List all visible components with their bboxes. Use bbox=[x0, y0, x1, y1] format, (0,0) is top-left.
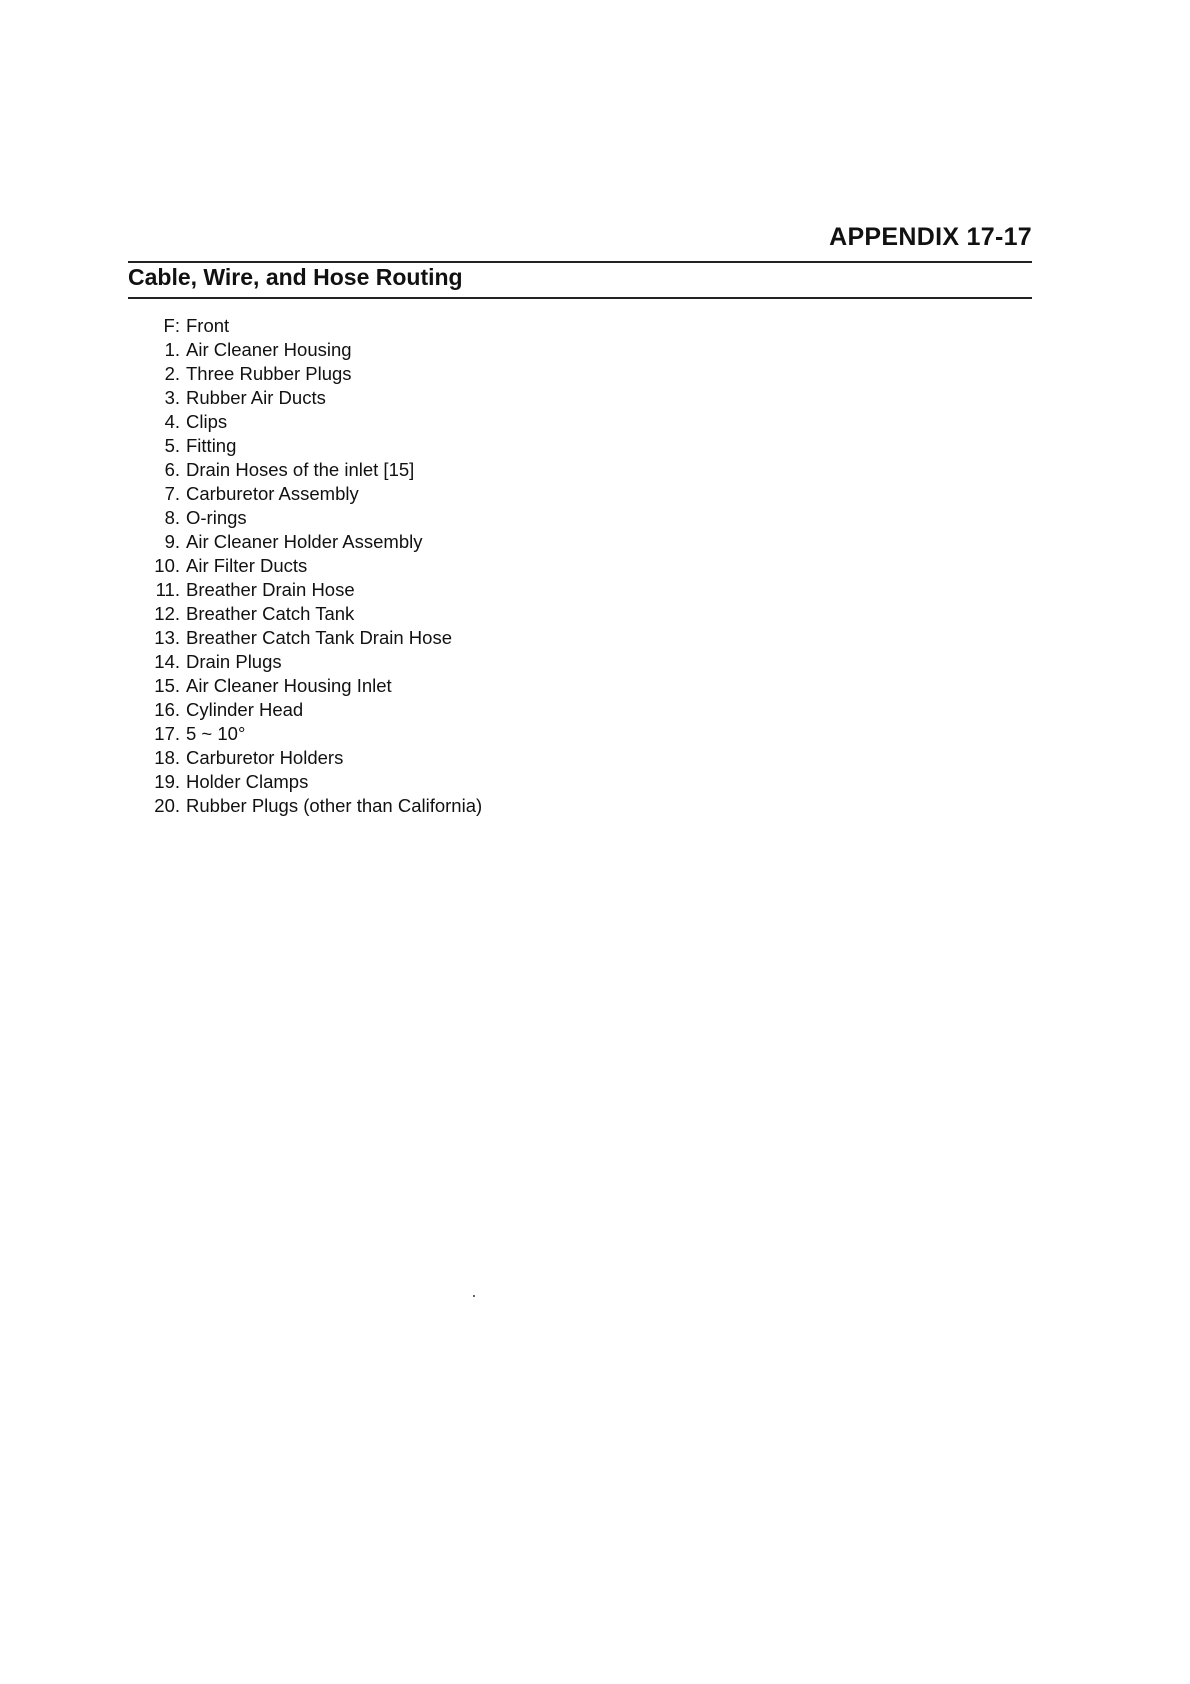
legend-item bbox=[140, 482, 660, 506]
legend-item bbox=[140, 698, 660, 722]
legend-item bbox=[140, 506, 660, 530]
legend-key: 12. bbox=[154, 603, 180, 624]
legend-key: 19. bbox=[154, 771, 180, 792]
legend-item bbox=[140, 554, 660, 578]
legend-text: Rubber Air Ducts bbox=[186, 387, 326, 408]
legend-key: 2. bbox=[164, 363, 180, 384]
legend-key: 18. bbox=[154, 747, 180, 768]
legend-text: O-rings bbox=[186, 507, 247, 528]
legend-key: 11. bbox=[155, 579, 180, 600]
legend-key: 4. bbox=[164, 411, 180, 432]
legend-item bbox=[140, 410, 660, 434]
legend-item bbox=[140, 794, 660, 818]
legend-text: Air Cleaner Holder Assembly bbox=[186, 531, 423, 552]
scan-speck bbox=[473, 1295, 475, 1297]
legend-item bbox=[140, 434, 660, 458]
legend-text: Cylinder Head bbox=[186, 699, 304, 720]
legend-item bbox=[140, 386, 660, 410]
legend-text: Drain Hoses of the inlet [15] bbox=[186, 459, 415, 480]
legend-text: 5 ~ 10° bbox=[186, 723, 246, 744]
legend-key: 17. bbox=[154, 723, 180, 744]
legend-text: Breather Catch Tank bbox=[186, 603, 355, 624]
legend-list bbox=[140, 314, 660, 818]
legend-text: Breather Drain Hose bbox=[186, 579, 355, 600]
legend-text: Drain Plugs bbox=[186, 651, 282, 672]
legend-item bbox=[140, 722, 660, 746]
legend-item bbox=[140, 626, 660, 650]
legend-item-front bbox=[140, 314, 660, 338]
legend-item bbox=[140, 650, 660, 674]
legend-item bbox=[140, 746, 660, 770]
legend-key: 9. bbox=[164, 531, 180, 552]
legend-key: 13. bbox=[154, 627, 180, 648]
legend-text: Carburetor Assembly bbox=[186, 483, 359, 504]
legend-item bbox=[140, 602, 660, 626]
legend-text: Fitting bbox=[186, 435, 237, 456]
header-rule-bottom bbox=[128, 297, 1032, 299]
legend-key: 10. bbox=[154, 555, 180, 576]
legend-text: Breather Catch Tank Drain Hose bbox=[186, 627, 452, 648]
legend-text: Holder Clamps bbox=[186, 771, 309, 792]
legend-text: Air Cleaner Housing bbox=[186, 339, 352, 360]
legend-key: 7. bbox=[164, 483, 180, 504]
legend-key: 5. bbox=[164, 435, 180, 456]
legend-key: 15. bbox=[154, 675, 180, 696]
legend-text: Air Cleaner Housing Inlet bbox=[186, 675, 392, 696]
legend-item bbox=[140, 338, 660, 362]
section-title: Cable, Wire, and Hose Routing bbox=[128, 264, 463, 290]
legend-item bbox=[140, 458, 660, 482]
legend-key: F: bbox=[163, 315, 180, 336]
legend-text: Air Filter Ducts bbox=[186, 555, 308, 576]
legend-item bbox=[140, 770, 660, 794]
legend-text: Three Rubber Plugs bbox=[186, 363, 352, 384]
legend-text: Rubber Plugs (other than California) bbox=[186, 795, 483, 816]
legend-item bbox=[140, 578, 660, 602]
legend-key: 16. bbox=[154, 699, 180, 720]
legend-key: 14. bbox=[154, 651, 180, 672]
legend-key: 20. bbox=[154, 795, 180, 816]
page-number: APPENDIX 17-17 bbox=[829, 223, 1032, 251]
legend-key: 6. bbox=[164, 459, 180, 480]
legend-text: Clips bbox=[186, 411, 228, 432]
legend-key: 8. bbox=[164, 507, 180, 528]
header-rule-top bbox=[128, 261, 1032, 263]
legend-item bbox=[140, 362, 660, 386]
legend-text: Carburetor Holders bbox=[186, 747, 344, 768]
legend-item bbox=[140, 530, 660, 554]
legend-text: Front bbox=[186, 315, 230, 336]
legend-key: 3. bbox=[164, 387, 180, 408]
legend-key: 1. bbox=[164, 339, 180, 360]
legend-item bbox=[140, 674, 660, 698]
